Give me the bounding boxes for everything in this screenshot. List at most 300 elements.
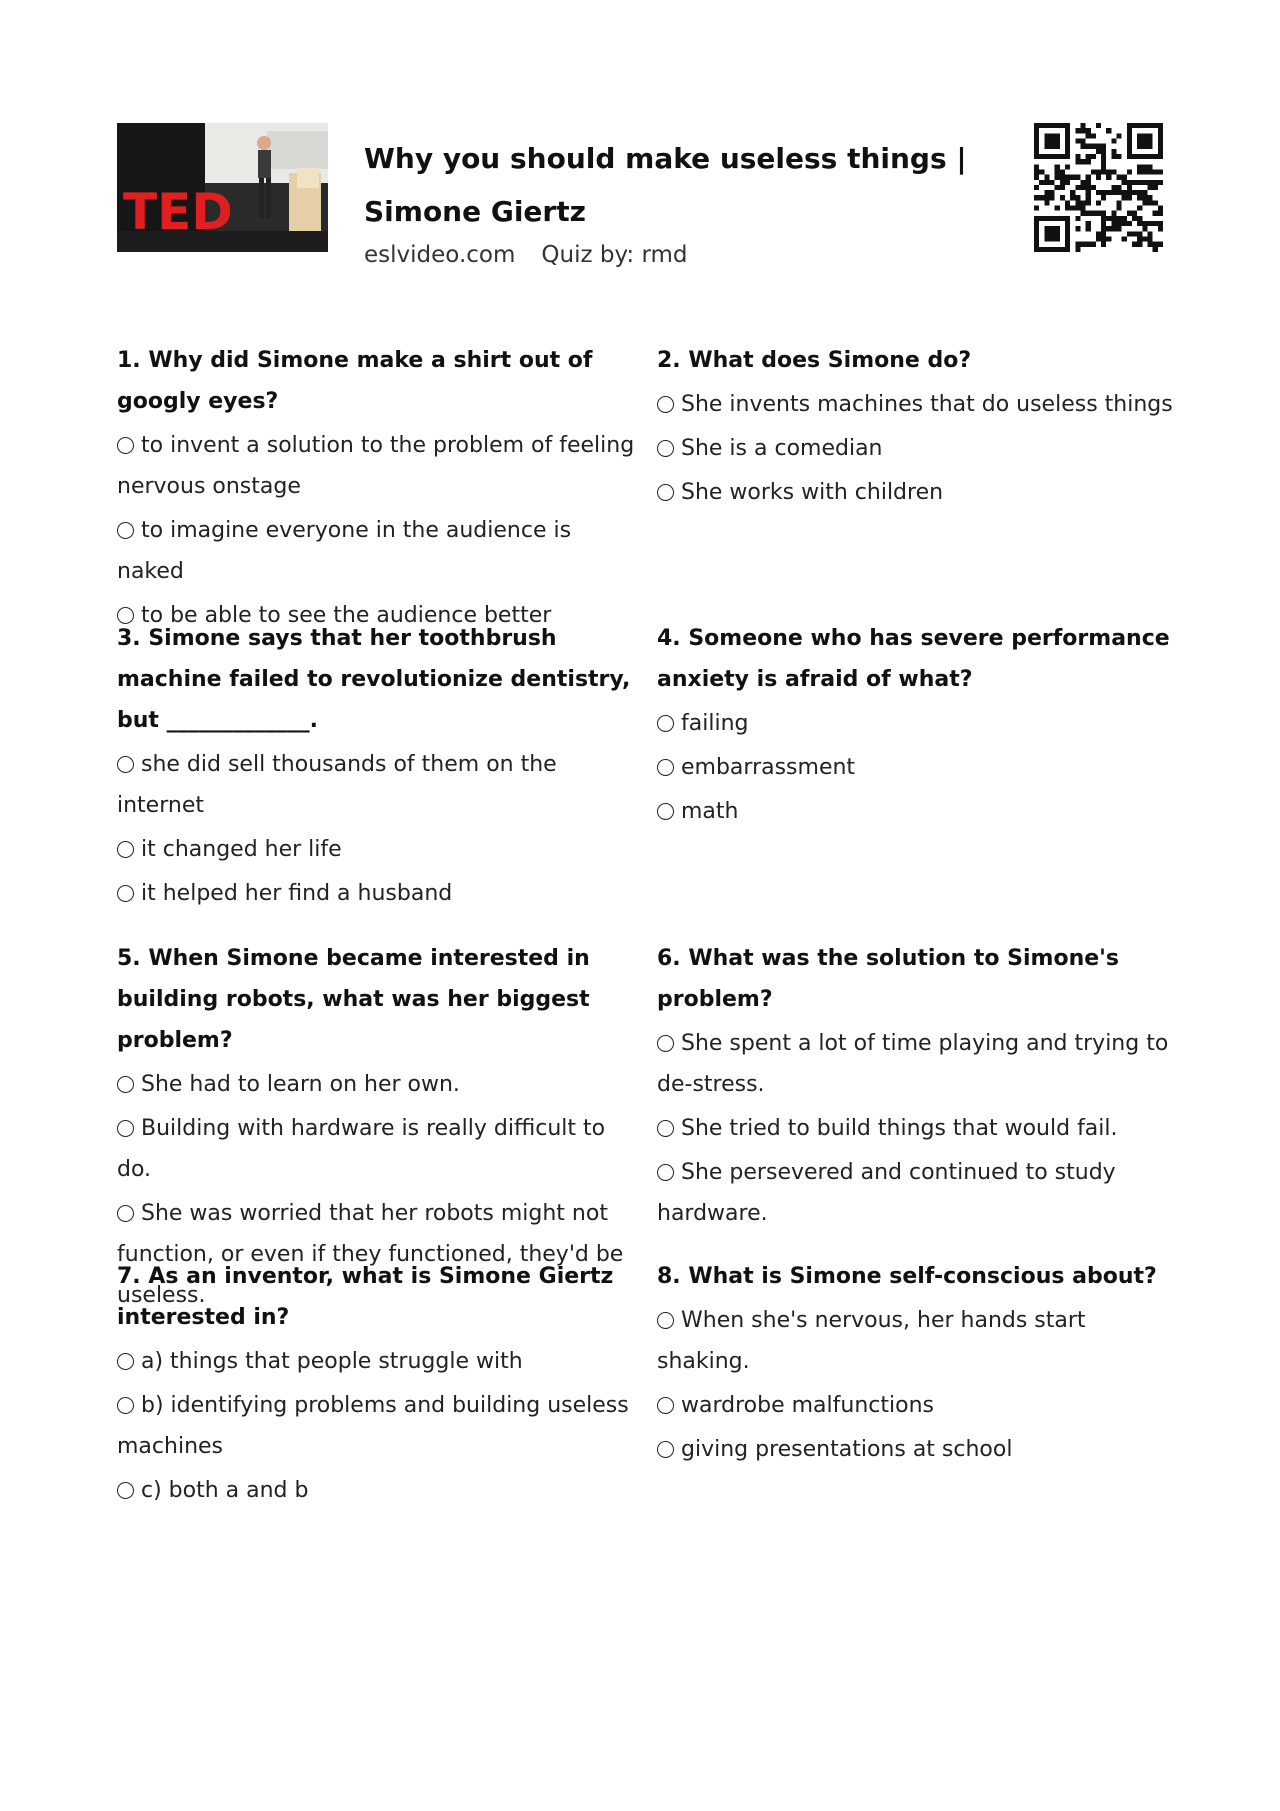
qr-module <box>1080 180 1085 185</box>
qr-module <box>1060 123 1065 128</box>
qr-code-icon[interactable] <box>1034 123 1163 252</box>
qr-module <box>1049 195 1054 200</box>
radio-circle-icon[interactable] <box>117 1397 134 1414</box>
answer-option[interactable] <box>657 703 1182 744</box>
video-thumbnail[interactable] <box>117 123 328 252</box>
qr-module <box>1086 195 1091 200</box>
qr-module <box>1055 169 1060 174</box>
qr-module <box>1096 175 1101 180</box>
qr-module <box>1137 180 1142 185</box>
qr-module <box>1055 206 1060 211</box>
radio-circle-icon[interactable] <box>657 1312 674 1329</box>
qr-module <box>1080 211 1085 216</box>
qr-module <box>1034 206 1039 211</box>
qr-module <box>1127 144 1132 149</box>
qr-module <box>1153 242 1158 247</box>
qr-module <box>1075 159 1080 164</box>
qr-module <box>1086 185 1091 190</box>
qr-module <box>1148 164 1153 169</box>
qr-module <box>1091 133 1096 138</box>
qr-module <box>1117 206 1122 211</box>
qr-module <box>1034 138 1039 143</box>
qr-module <box>1111 169 1116 174</box>
qr-module <box>1065 133 1070 138</box>
option-label: embarrassment <box>681 755 856 780</box>
qr-module <box>1055 231 1060 236</box>
radio-circle-icon[interactable] <box>117 841 134 858</box>
qr-module <box>1137 237 1142 242</box>
qr-module <box>1101 231 1106 236</box>
qr-module <box>1055 247 1060 252</box>
qr-module <box>1055 216 1060 221</box>
qr-module <box>1148 144 1153 149</box>
qr-module <box>1065 200 1070 205</box>
qr-module <box>1132 231 1137 236</box>
qr-module <box>1049 144 1054 149</box>
qr-module <box>1034 195 1039 200</box>
qr-module <box>1096 169 1101 174</box>
qr-module <box>1127 211 1132 216</box>
question-4 <box>657 618 1182 832</box>
qr-module <box>1044 195 1049 200</box>
qr-module <box>1065 242 1070 247</box>
option-label: She works with children <box>681 480 944 505</box>
qr-module <box>1158 221 1163 226</box>
qr-module <box>1106 175 1111 180</box>
qr-module <box>1065 226 1070 231</box>
radio-circle-icon[interactable] <box>117 1353 134 1370</box>
qr-module <box>1127 190 1132 195</box>
radio-circle-icon[interactable] <box>117 1205 134 1222</box>
option-label: to invent a solution to the problem of feeling nervous onstage <box>117 433 635 499</box>
option-label: a) things that people struggle with <box>141 1349 523 1374</box>
qr-module <box>1117 175 1122 180</box>
qr-module <box>1034 226 1039 231</box>
qr-module <box>1086 211 1091 216</box>
qr-module <box>1117 185 1122 190</box>
answer-option[interactable] <box>657 384 1182 425</box>
qr-module <box>1049 247 1054 252</box>
qr-module <box>1070 195 1075 200</box>
qr-module <box>1055 123 1060 128</box>
answer-option[interactable] <box>657 428 1182 469</box>
qr-module <box>1055 138 1060 143</box>
qr-module <box>1137 242 1142 247</box>
qr-module <box>1127 231 1132 236</box>
option-label: b) identifying problems and building useless machines <box>117 1393 629 1459</box>
ted-stage-image <box>117 123 328 252</box>
qr-module <box>1060 185 1065 190</box>
qr-module <box>1034 221 1039 226</box>
qr-module <box>1111 211 1116 216</box>
qr-module <box>1034 128 1039 133</box>
radio-circle-icon[interactable] <box>657 484 674 501</box>
option-label: it changed her life <box>141 837 342 862</box>
qr-module <box>1148 180 1153 185</box>
site-name: eslvideo.com <box>364 242 516 268</box>
qr-module <box>1117 154 1122 159</box>
qr-module <box>1101 221 1106 226</box>
qr-module <box>1075 138 1080 143</box>
qr-module <box>1055 133 1060 138</box>
qr-module <box>1091 211 1096 216</box>
qr-module <box>1080 200 1085 205</box>
qr-module <box>1142 154 1147 159</box>
question-8 <box>657 1256 1182 1470</box>
qr-module <box>1153 200 1158 205</box>
question-text: 4. Someone who has severe performance anxiety is afraid of what? <box>657 626 1170 692</box>
answer-option[interactable] <box>657 747 1182 788</box>
qr-module <box>1096 123 1101 128</box>
qr-module <box>1080 159 1085 164</box>
qr-module <box>1091 185 1096 190</box>
answer-option[interactable] <box>657 1385 1182 1426</box>
qr-module <box>1132 216 1137 221</box>
qr-module <box>1148 169 1153 174</box>
qr-module <box>1137 206 1142 211</box>
qr-module <box>1127 185 1132 190</box>
qr-module <box>1101 190 1106 195</box>
qr-module <box>1086 242 1091 247</box>
qr-module <box>1049 237 1054 242</box>
qr-module <box>1148 231 1153 236</box>
radio-circle-icon[interactable] <box>117 1120 134 1137</box>
qr-module <box>1055 164 1060 169</box>
qr-module <box>1070 175 1075 180</box>
answer-option[interactable] <box>657 791 1182 832</box>
qr-module <box>1142 237 1147 242</box>
qr-module <box>1142 144 1147 149</box>
radio-circle-icon[interactable] <box>657 1164 674 1181</box>
question-text: 2. What does Simone do? <box>657 348 972 373</box>
question-2 <box>657 340 1182 513</box>
qr-module <box>1127 123 1132 128</box>
qr-module <box>1065 123 1070 128</box>
qr-module <box>1096 190 1101 195</box>
option-label: to be able to see the audience better <box>141 603 552 628</box>
qr-module <box>1117 133 1122 138</box>
qr-module <box>1127 133 1132 138</box>
qr-module <box>1117 200 1122 205</box>
qr-module <box>1158 242 1163 247</box>
qr-module <box>1049 190 1054 195</box>
qr-module <box>1137 231 1142 236</box>
qr-module <box>1153 221 1158 226</box>
qr-module <box>1039 169 1044 174</box>
qr-module <box>1153 185 1158 190</box>
qr-module <box>1080 185 1085 190</box>
qr-module <box>1096 237 1101 242</box>
qr-module <box>1086 226 1091 231</box>
radio-circle-icon[interactable] <box>117 885 134 902</box>
qr-module <box>1034 164 1039 169</box>
qr-module <box>1065 154 1070 159</box>
radio-circle-icon[interactable] <box>657 715 674 732</box>
qr-module <box>1044 231 1049 236</box>
qr-module <box>1158 138 1163 143</box>
radio-circle-icon[interactable] <box>657 1120 674 1137</box>
qr-module <box>1070 190 1075 195</box>
radio-circle-icon[interactable] <box>657 803 674 820</box>
answer-option[interactable] <box>117 1108 642 1190</box>
qr-module <box>1044 247 1049 252</box>
qr-module <box>1060 180 1065 185</box>
answer-option[interactable] <box>117 425 637 507</box>
qr-module <box>1065 221 1070 226</box>
question-text: 8. What is Simone self-conscious about? <box>657 1264 1157 1289</box>
radio-circle-icon[interactable] <box>117 437 134 454</box>
qr-module <box>1132 123 1137 128</box>
qr-module <box>1055 154 1060 159</box>
qr-module <box>1049 226 1054 231</box>
qr-module <box>1034 123 1039 128</box>
qr-module <box>1091 169 1096 174</box>
qr-module <box>1137 123 1142 128</box>
qr-module <box>1044 216 1049 221</box>
answer-option[interactable] <box>657 1108 1182 1149</box>
qr-module <box>1111 226 1116 231</box>
qr-module <box>1049 231 1054 236</box>
qr-module <box>1142 169 1147 174</box>
qr-module <box>1034 242 1039 247</box>
qr-module <box>1137 154 1142 159</box>
qr-module <box>1127 195 1132 200</box>
qr-module <box>1075 128 1080 133</box>
qr-module <box>1080 138 1085 143</box>
qr-module <box>1080 123 1085 128</box>
qr-module <box>1132 211 1137 216</box>
answer-option[interactable] <box>657 1429 1182 1470</box>
qr-module <box>1065 206 1070 211</box>
radio-circle-icon[interactable] <box>117 1482 134 1499</box>
option-label: wardrobe malfunctions <box>681 1393 934 1418</box>
qr-module <box>1080 128 1085 133</box>
qr-module <box>1060 195 1065 200</box>
qr-module <box>1142 180 1147 185</box>
qr-module <box>1075 226 1080 231</box>
qr-module <box>1044 144 1049 149</box>
answer-option[interactable] <box>117 1385 637 1467</box>
qr-module <box>1137 169 1142 174</box>
option-label: She was worried that her robots might not function, or even if they functioned, they'd be useless. <box>117 1201 624 1308</box>
qr-module <box>1142 221 1147 226</box>
qr-module <box>1086 221 1091 226</box>
radio-circle-icon[interactable] <box>657 1441 674 1458</box>
qr-module <box>1044 154 1049 159</box>
qr-module <box>1080 206 1085 211</box>
qr-module <box>1065 180 1070 185</box>
radio-circle-icon[interactable] <box>657 440 674 457</box>
qr-module <box>1096 144 1101 149</box>
question-text: 6. What was the solution to Simone's problem? <box>657 946 1119 1012</box>
qr-module <box>1153 180 1158 185</box>
qr-module <box>1034 169 1039 174</box>
answer-option[interactable] <box>117 1341 637 1382</box>
answer-option[interactable] <box>117 829 637 870</box>
qr-module <box>1080 144 1085 149</box>
qr-module <box>1101 216 1106 221</box>
qr-module <box>1111 216 1116 221</box>
qr-module <box>1117 190 1122 195</box>
answer-option[interactable] <box>117 1470 637 1511</box>
radio-circle-icon[interactable] <box>657 759 674 776</box>
qr-module <box>1158 128 1163 133</box>
answer-option[interactable] <box>117 744 637 826</box>
option-label: failing <box>681 711 749 736</box>
qr-module <box>1086 128 1091 133</box>
qr-module <box>1039 216 1044 221</box>
question-text: 3. Simone says that her toothbrush machine failed to revolutionize dentistry, but _____________. <box>117 626 631 733</box>
qr-module <box>1065 164 1070 169</box>
qr-module <box>1060 247 1065 252</box>
answer-option[interactable] <box>657 1300 1182 1382</box>
qr-module <box>1158 206 1163 211</box>
qr-module <box>1034 154 1039 159</box>
qr-module <box>1039 247 1044 252</box>
option-label: she did sell thousands of them on the internet <box>117 752 557 818</box>
radio-circle-icon[interactable] <box>117 756 134 773</box>
answer-option[interactable] <box>657 1152 1182 1234</box>
qr-module <box>1158 123 1163 128</box>
qr-module <box>1049 123 1054 128</box>
option-label: When she's nervous, her hands start shaking. <box>657 1308 1086 1374</box>
radio-circle-icon[interactable] <box>657 396 674 413</box>
qr-module <box>1122 175 1127 180</box>
qr-module <box>1034 133 1039 138</box>
qr-module <box>1060 175 1065 180</box>
qr-module <box>1034 149 1039 154</box>
qr-module <box>1153 247 1158 252</box>
qr-module <box>1148 154 1153 159</box>
option-label: She spent a lot of time playing and trying to de-stress. <box>657 1031 1169 1097</box>
qr-module <box>1153 123 1158 128</box>
qr-module <box>1137 164 1142 169</box>
qr-module <box>1039 123 1044 128</box>
qr-module <box>1142 226 1147 231</box>
radio-circle-icon[interactable] <box>657 1035 674 1052</box>
qr-module <box>1075 175 1080 180</box>
qr-module <box>1122 195 1127 200</box>
radio-circle-icon[interactable] <box>657 1397 674 1414</box>
qr-module <box>1034 231 1039 236</box>
qr-module <box>1044 190 1049 195</box>
qr-module <box>1086 180 1091 185</box>
question-text: 5. When Simone became interested in building robots, what was her biggest problem? <box>117 946 590 1053</box>
option-label: She invents machines that do useless things <box>681 392 1173 417</box>
qr-module <box>1080 242 1085 247</box>
qr-module <box>1034 185 1039 190</box>
qr-module <box>1137 216 1142 221</box>
qr-module <box>1137 221 1142 226</box>
answer-option[interactable] <box>657 1023 1182 1105</box>
question-text: 1. Why did Simone make a shirt out of googly eyes? <box>117 348 593 414</box>
qr-module <box>1060 169 1065 174</box>
qr-module <box>1111 149 1116 154</box>
qr-module <box>1075 242 1080 247</box>
qr-module <box>1049 180 1054 185</box>
qr-module <box>1106 190 1111 195</box>
answer-option[interactable] <box>657 472 1182 513</box>
qr-module <box>1086 159 1091 164</box>
qr-module <box>1096 211 1101 216</box>
qr-module <box>1127 138 1132 143</box>
qr-module <box>1055 226 1060 231</box>
qr-module <box>1142 190 1147 195</box>
qr-module <box>1137 190 1142 195</box>
qr-module <box>1039 195 1044 200</box>
qr-module <box>1086 144 1091 149</box>
qr-module <box>1101 164 1106 169</box>
qr-module <box>1111 154 1116 159</box>
qr-module <box>1148 185 1153 190</box>
qr-module <box>1158 180 1163 185</box>
question-1 <box>117 340 637 636</box>
qr-module <box>1065 237 1070 242</box>
qr-module <box>1111 221 1116 226</box>
qr-module <box>1122 216 1127 221</box>
qr-module <box>1142 133 1147 138</box>
qr-module <box>1060 154 1065 159</box>
qr-module <box>1055 237 1060 242</box>
qr-module <box>1055 175 1060 180</box>
qr-module <box>1153 154 1158 159</box>
qr-module <box>1044 138 1049 143</box>
qr-module <box>1122 190 1127 195</box>
answer-option[interactable] <box>117 873 637 914</box>
qr-module <box>1091 154 1096 159</box>
qr-module <box>1091 144 1096 149</box>
qr-module <box>1034 237 1039 242</box>
qr-module <box>1065 138 1070 143</box>
radio-circle-icon[interactable] <box>117 522 134 539</box>
qr-module <box>1111 190 1116 195</box>
answer-option[interactable] <box>117 510 637 592</box>
qr-module <box>1142 195 1147 200</box>
qr-module <box>1137 138 1142 143</box>
qr-module <box>1101 237 1106 242</box>
qr-module <box>1127 128 1132 133</box>
qr-module <box>1034 144 1039 149</box>
qr-module <box>1075 154 1080 159</box>
qr-module <box>1127 149 1132 154</box>
qr-module <box>1075 206 1080 211</box>
qr-module <box>1106 226 1111 231</box>
qr-module <box>1106 237 1111 242</box>
qr-module <box>1101 211 1106 216</box>
qr-module <box>1086 190 1091 195</box>
qr-module <box>1096 200 1101 205</box>
option-label: She persevered and continued to study hardware. <box>657 1160 1116 1226</box>
qr-module <box>1091 242 1096 247</box>
qr-module <box>1158 226 1163 231</box>
qr-module <box>1065 216 1070 221</box>
qr-module <box>1158 144 1163 149</box>
qr-module <box>1044 180 1049 185</box>
qr-module <box>1122 221 1127 226</box>
qr-module <box>1086 175 1091 180</box>
qr-module <box>1111 185 1116 190</box>
qr-module <box>1127 221 1132 226</box>
qr-module <box>1127 169 1132 174</box>
header <box>364 132 967 268</box>
qr-module <box>1044 237 1049 242</box>
qr-module <box>1070 206 1075 211</box>
qr-module <box>1039 154 1044 159</box>
option-label: c) both a and b <box>141 1478 309 1503</box>
qr-module <box>1117 221 1122 226</box>
radio-circle-icon[interactable] <box>117 1076 134 1093</box>
answer-option[interactable] <box>117 1064 642 1105</box>
